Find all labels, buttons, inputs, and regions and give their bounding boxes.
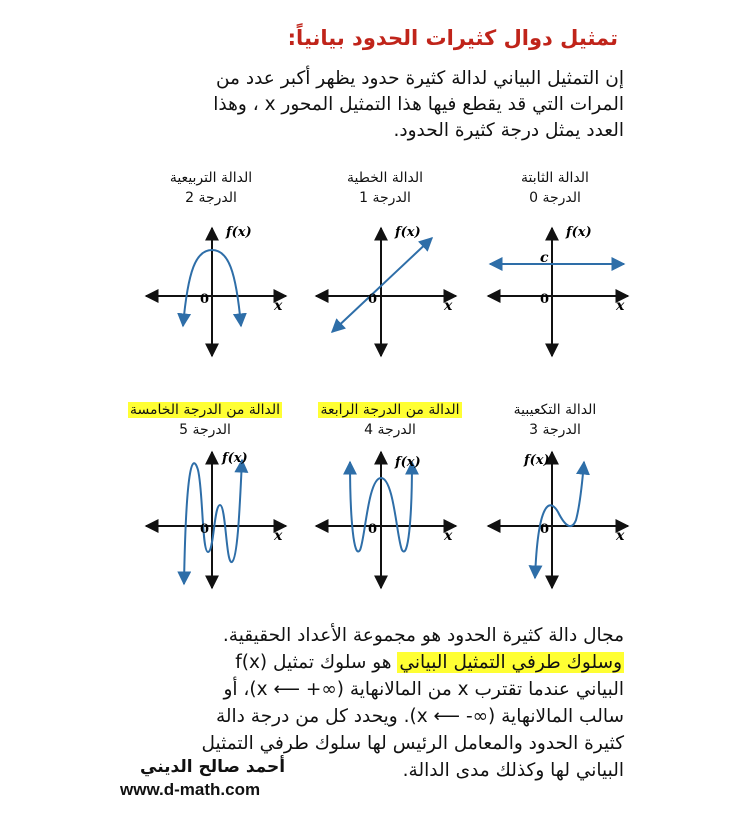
graph-linear <box>316 225 456 356</box>
graph-quadratic <box>146 225 286 356</box>
x-axis-label: x <box>616 528 625 544</box>
constant-label: c <box>540 250 549 266</box>
graph-degree: الدرجة 1 <box>359 190 411 206</box>
y-axis-label: f(x) <box>226 225 252 240</box>
origin-label: 0 <box>540 522 550 537</box>
graph-degree: الدرجة 0 <box>529 190 581 206</box>
bottom-line-4: سالب المالانهاية (∞- ⟵ x). ويحدد كل من درجة دالة <box>215 706 624 727</box>
graph-name: الدالة الخطية <box>346 170 424 186</box>
origin-label: 0 <box>368 292 378 307</box>
y-axis-label: f(x) <box>566 225 592 240</box>
x-axis-label: x <box>274 528 283 544</box>
page-title: تمثيل دوال كثيرات الحدود بيانياً: <box>287 26 618 50</box>
graph-constant <box>488 225 628 356</box>
bottom-line-1: مجال دالة كثيرة الحدود هو مجموعة الأعداد الحقيقية. <box>222 625 624 646</box>
bottom-line-2-rest: هو سلوك تمثيل f(x) <box>235 652 392 673</box>
graph-quintic <box>146 451 286 588</box>
graph-name: الدالة التكعيبية <box>513 402 597 418</box>
highlighted-phrase: وسلوك طرفي التمثيل البياني <box>399 652 622 673</box>
author-name: أحمد صالح الديني <box>140 757 286 777</box>
graph-degree: الدرجة 3 <box>529 422 581 438</box>
author-website: www.d-math.com <box>120 780 261 799</box>
graph-name: الدالة الثابتة <box>521 170 589 186</box>
graph-degree: الدرجة 5 <box>179 422 231 438</box>
graph-degree: الدرجة 4 <box>364 422 416 438</box>
y-axis-label: f(x) <box>395 225 421 240</box>
bottom-line-2 <box>114 649 624 676</box>
intro-line-2: المرات التي قد يقطع فيها هذا التمثيل المحور x ، وهذا <box>213 94 624 115</box>
intro-line-1: إن التمثيل البياني لدالة كثيرة حدود يظهر أكبر عدد من <box>215 68 624 89</box>
origin-label: 0 <box>200 292 210 307</box>
y-axis-label: f(x) <box>524 453 550 468</box>
y-axis-label: f(x) <box>222 451 248 466</box>
x-axis-label: x <box>444 298 453 314</box>
origin-label: 0 <box>200 522 210 537</box>
bottom-line-5: كثيرة الحدود والمعامل الرئيس لها سلوك طرفي التمثيل <box>201 733 624 754</box>
bottom-line-6: البياني لها وكذلك مدى الدالة. <box>402 760 624 781</box>
cubic-curve <box>535 462 584 578</box>
graph-cubic <box>488 452 628 588</box>
graph-name: الدالة من الدرجة الرابعة <box>320 402 460 418</box>
y-axis-label: f(x) <box>395 455 421 470</box>
graph-quartic <box>316 452 456 588</box>
x-axis-label: x <box>274 298 283 314</box>
intro-line-3: العدد يمثل درجة كثيرة الحدود. <box>393 120 624 141</box>
origin-label: 0 <box>368 522 378 537</box>
graph-degree: الدرجة 2 <box>185 190 237 206</box>
x-axis-label: x <box>444 528 453 544</box>
bottom-line-3: البياني عندما تقترب x من المالانهاية (∞+ ⟵ x)، أو <box>223 679 624 700</box>
x-axis-label: x <box>616 298 625 314</box>
origin-label: 0 <box>540 292 550 307</box>
graph-name: الدالة من الدرجة الخامسة <box>129 402 281 418</box>
graph-name: الدالة التربيعية <box>169 170 253 186</box>
